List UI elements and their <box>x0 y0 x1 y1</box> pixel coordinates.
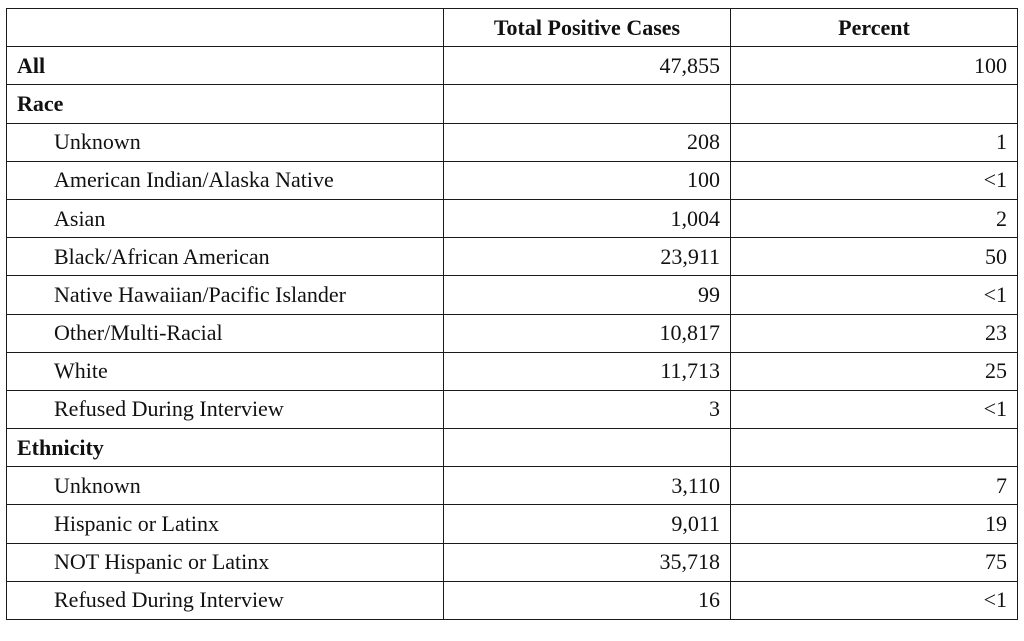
row-percent: 75 <box>731 543 1018 581</box>
header-percent: Percent <box>731 9 1018 47</box>
row-label: Other/Multi-Racial <box>7 314 444 352</box>
row-cases: 35,718 <box>444 543 731 581</box>
table-row <box>7 161 1018 199</box>
table-row <box>7 238 1018 276</box>
row-label: Black/African American <box>7 238 444 276</box>
row-cases: 47,855 <box>444 47 731 85</box>
row-cases: 11,713 <box>444 352 731 390</box>
row-cases: 3 <box>444 390 731 428</box>
row-percent: 25 <box>731 352 1018 390</box>
table-row <box>7 429 1018 467</box>
row-percent: 1 <box>731 123 1018 161</box>
row-percent <box>731 85 1018 123</box>
cases-table <box>6 8 1018 620</box>
table-row <box>7 47 1018 85</box>
row-label: Hispanic or Latinx <box>7 505 444 543</box>
row-cases: 1,004 <box>444 199 731 237</box>
row-label: Race <box>7 85 444 123</box>
table-row <box>7 276 1018 314</box>
row-percent: 2 <box>731 199 1018 237</box>
row-cases: 9,011 <box>444 505 731 543</box>
row-label: Ethnicity <box>7 429 444 467</box>
table-row <box>7 467 1018 505</box>
table-row <box>7 390 1018 428</box>
row-percent: 100 <box>731 47 1018 85</box>
row-label: White <box>7 352 444 390</box>
table-row <box>7 581 1018 619</box>
row-label: Unknown <box>7 123 444 161</box>
header-row <box>7 9 1018 47</box>
table-row <box>7 123 1018 161</box>
row-label: American Indian/Alaska Native <box>7 161 444 199</box>
row-cases: 100 <box>444 161 731 199</box>
table-row <box>7 543 1018 581</box>
row-percent: <1 <box>731 390 1018 428</box>
table-row <box>7 85 1018 123</box>
row-cases: 16 <box>444 581 731 619</box>
row-percent: 7 <box>731 467 1018 505</box>
row-label: Asian <box>7 199 444 237</box>
row-cases: 23,911 <box>444 238 731 276</box>
row-cases <box>444 429 731 467</box>
table-row <box>7 505 1018 543</box>
row-label: NOT Hispanic or Latinx <box>7 543 444 581</box>
row-percent: 50 <box>731 238 1018 276</box>
row-cases: 3,110 <box>444 467 731 505</box>
row-label: Unknown <box>7 467 444 505</box>
row-percent: <1 <box>731 276 1018 314</box>
row-cases: 10,817 <box>444 314 731 352</box>
row-percent: <1 <box>731 161 1018 199</box>
row-percent: 23 <box>731 314 1018 352</box>
row-percent <box>731 429 1018 467</box>
table-body <box>7 47 1018 620</box>
row-cases <box>444 85 731 123</box>
row-label: Refused During Interview <box>7 390 444 428</box>
row-label: Refused During Interview <box>7 581 444 619</box>
row-label: Native Hawaiian/Pacific Islander <box>7 276 444 314</box>
row-percent: <1 <box>731 581 1018 619</box>
header-category <box>7 9 444 47</box>
table-row <box>7 352 1018 390</box>
row-label: All <box>7 47 444 85</box>
header-total-positive-cases: Total Positive Cases <box>444 9 731 47</box>
table-row <box>7 199 1018 237</box>
row-cases: 208 <box>444 123 731 161</box>
table-row <box>7 314 1018 352</box>
row-cases: 99 <box>444 276 731 314</box>
row-percent: 19 <box>731 505 1018 543</box>
